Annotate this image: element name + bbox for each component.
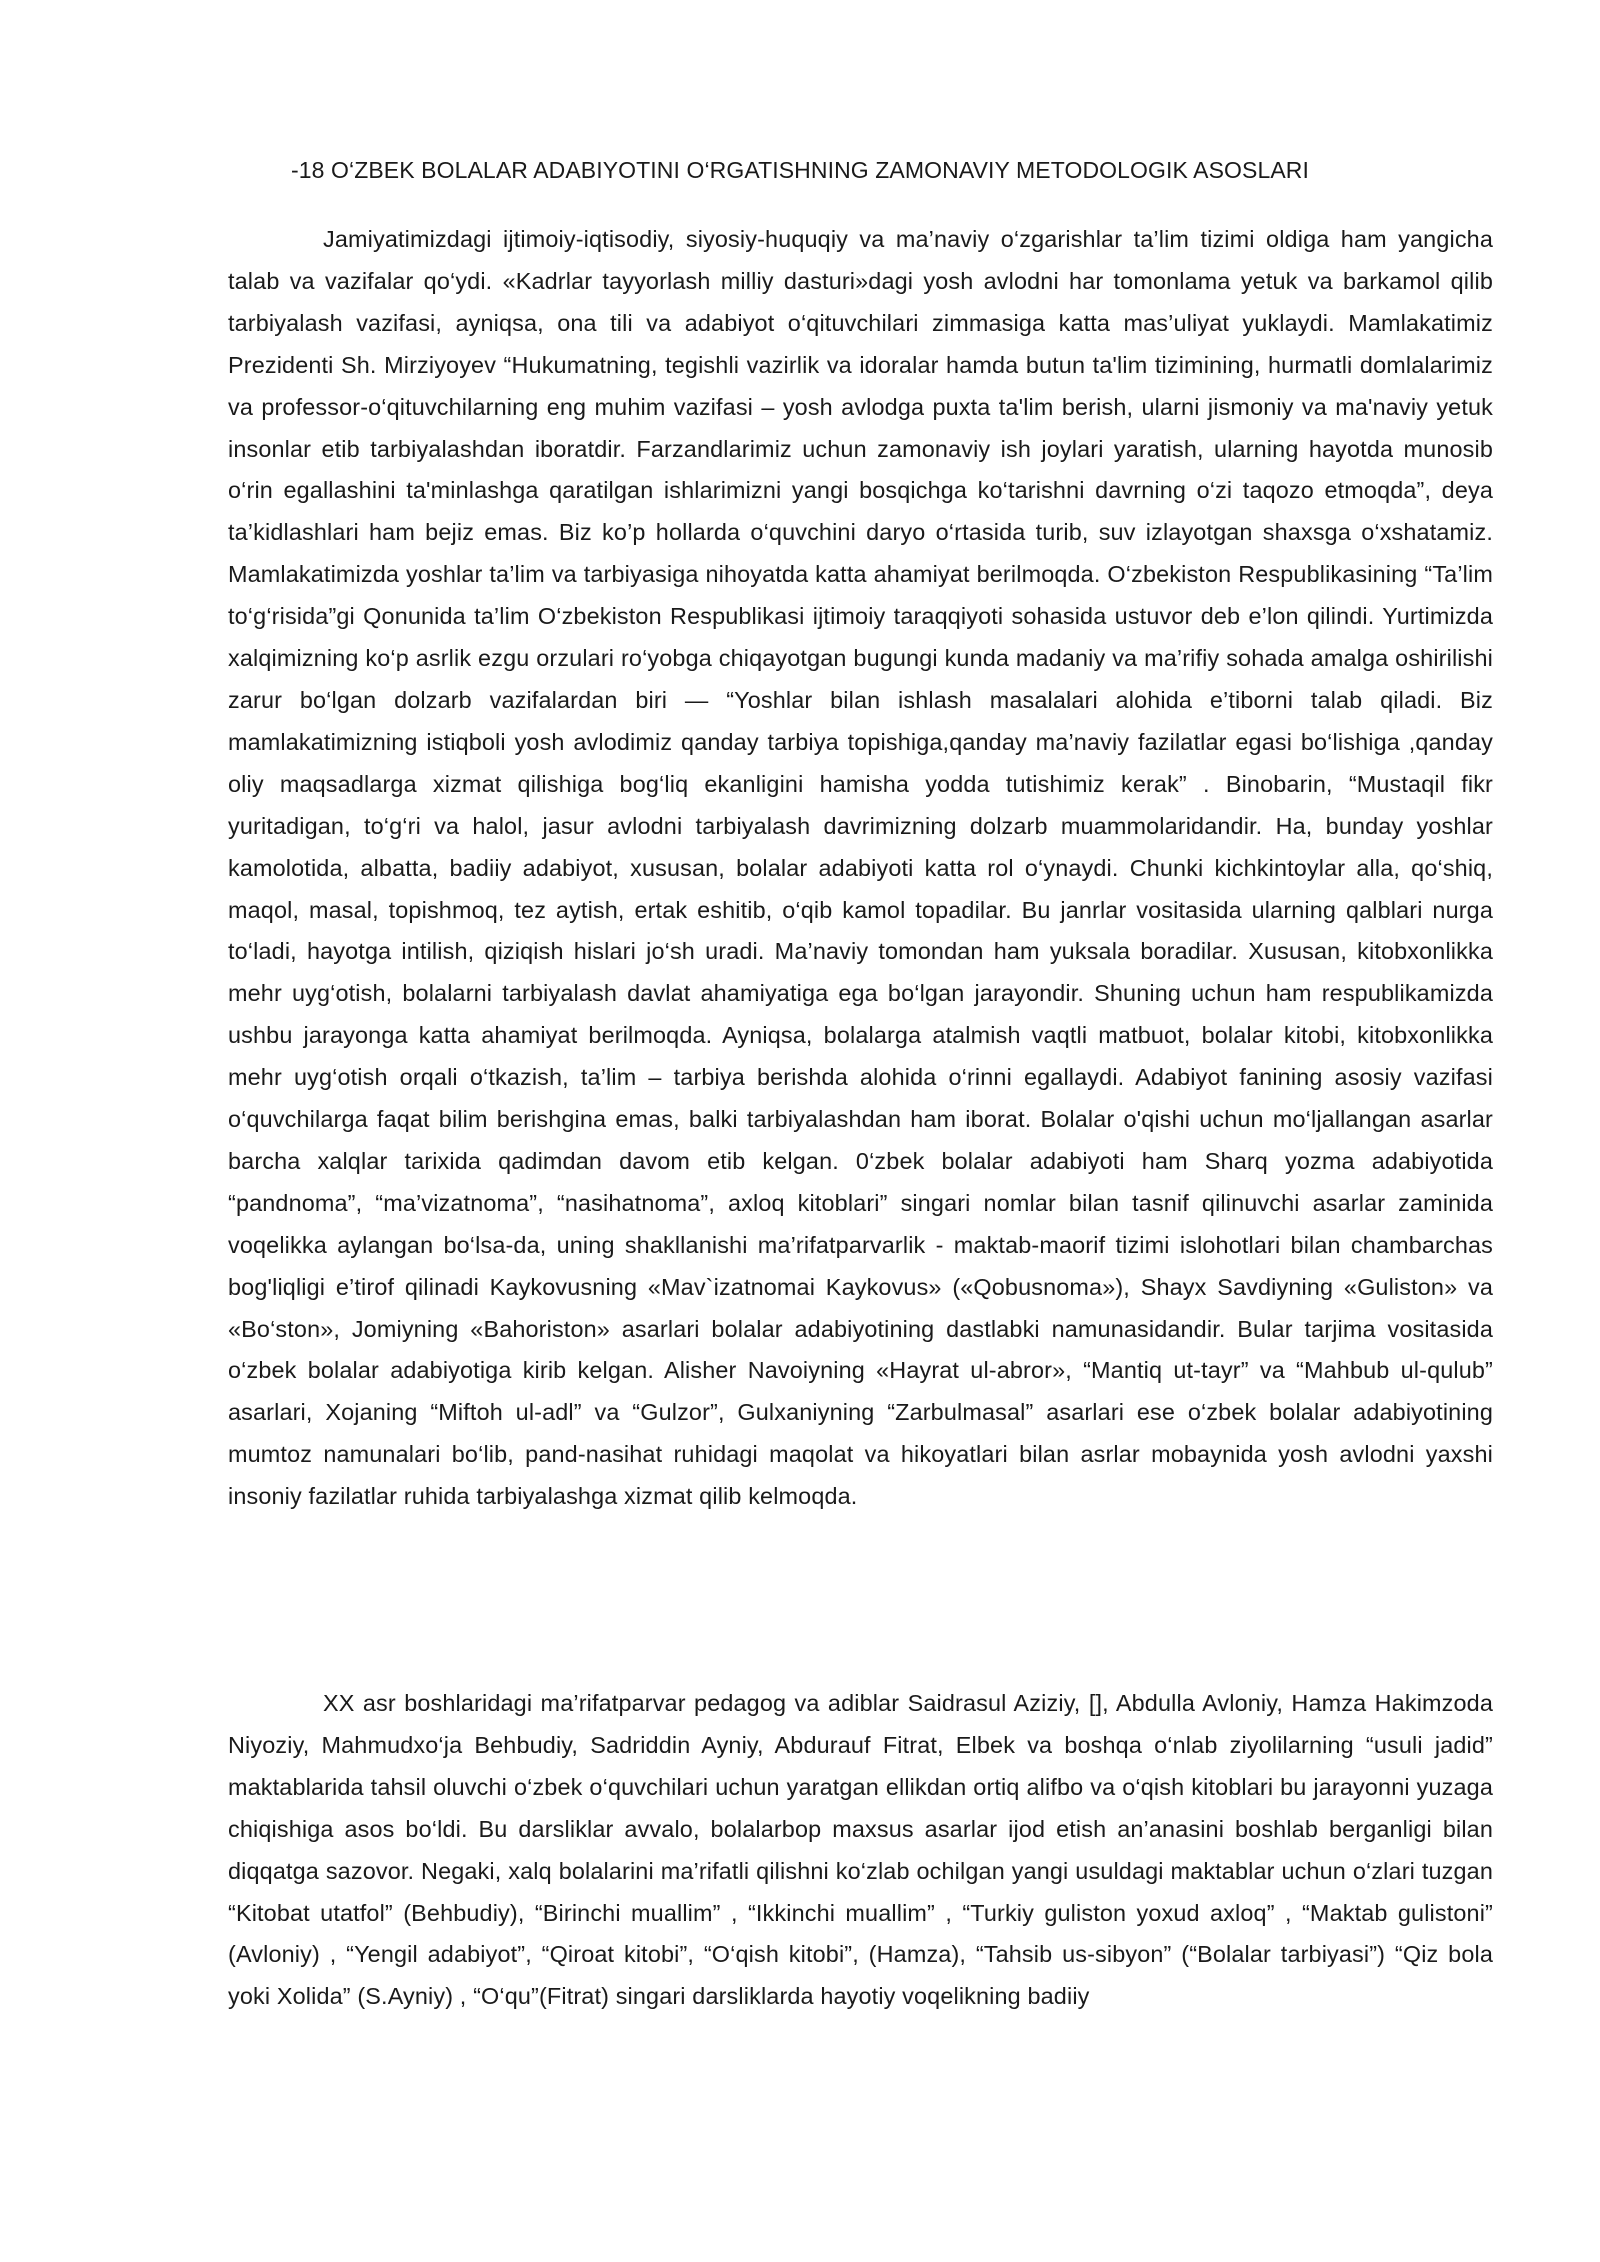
body-paragraph-block bbox=[228, 219, 1493, 1518]
body-paragraph-block bbox=[228, 1683, 1493, 2018]
body-paragraph: XX asr boshlaridagi ma’rifatparvar pedagog va adiblar Saidrasul Aziziy, [], Abdulla Avloniy, Hamza Hakimzoda Niyoziy, Mahmudxo‘ja Behbudiy, Sadriddin Ayniy, Abdurauf Fitrat, Elbek va boshqa o‘nlab ziyolilarning “usuli jadid” maktablarida tahsil oluvchi o‘zbek o‘quvchilari uchun yaratgan ellikdan ortiq alifbo va o‘qish kitoblari bu jarayonni yuzaga chiqishiga asos bo‘ldi. Bu darsliklar avvalo, bolalarbop maxsus asarlar ijod etish an’anasini boshlab berganligi bilan diqqatga sazovor. Negaki, xalq bolalarini ma’rifatli qilishni ko‘zlab ochilgan yangi usuldagi maktablar uchun o‘zlari tuzgan “Kitobat utatfol” (Behbudiy), “Birinchi muallim” , “Ikkinchi muallim” , “Turkiy guliston yoxud axloq” , “Maktab gulistoni” (Avloniy) , “Yengil adabiyot”, “Qiroat kitobi”, “O‘qish kitobi”, (Hamza), “Tahsib us-sibyon” (“Bolalar tarbiyasi”) “Qiz bola yoki Xolida” (S.Ayniy) , “O‘qu”(Fitrat) singari darsliklarda hayotiy voqelikning badiiy bbox=[228, 1690, 1493, 2010]
body-paragraph: Jamiyatimizdagi ijtimoiy-iqtisodiy, siyosiy-huquqiy va ma’naviy o‘zgarishlar ta’lim tizimi oldiga ham yangicha talab va vazifalar qo‘ydi. «Kadrlar tayyorlash milliy dasturi»dagi yosh avlodni har tomonlama yetuk va barkamol qilib tarbiyalash vazifasi, ayniqsa, ona tili va adabiyot o‘qituvchilari zimmasiga katta mas’uliyat yuklaydi. Mamlakatimiz Prezidenti Sh. Mirziyoyev “Hukumatning, tegishli vazirlik va idoralar hamda butun ta'lim tizimining, hurmatli domlalarimiz va professor-o‘qituvchilarning eng muhim vazifasi – yosh avlodga puxta ta'lim berish, ularni jismoniy va ma'naviy yetuk insonlar etib tarbiyalashdan iboratdir. Farzandlarimiz uchun zamonaviy ish joylari yaratish, ularning hayotda munosib o‘rin egallashini ta'minlashga qaratilgan ishlarimizni yangi bosqichga ko‘tarishni davrning o‘zi taqozo etmoqda”, deya ta’kidlashlari ham bejiz emas. Biz ko’p hollarda o‘quvchini daryo o‘rtasida turib, suv izlayotgan shaxsga o‘xshatamiz. Mamlakatimizda yoshlar ta’lim va tarbiyasiga nihoyatda katta ahamiyat berilmoqda. O‘zbekiston Respublikasining “Ta’lim to‘g‘risida”gi Qonunida ta’lim O‘zbekiston Respublikasi ijtimoiy taraqqiyoti sohasida ustuvor deb e’lon qilindi. Yurtimizda xalqimizning ko‘p asrlik ezgu orzulari ro‘yobga chiqayotgan bugungi kunda madaniy va ma’rifiy sohada amalga oshirilishi zarur bo‘lgan dolzarb vazifalardan biri — “Yoshlar bilan ishlash masalalari alohida e’tiborni talab qiladi. Biz mamlakatimizning istiqboli yosh avlodimiz qanday tarbiya topishiga,qanday ma’naviy fazilatlar egasi bo‘lishiga ,qanday oliy maqsadlarga xizmat qilishiga bog‘liq ekanligini hamisha yodda tutishimiz kerak” . Binobarin, “Mustaqil fikr yuritadigan, to‘g‘ri va halol, jasur avlodni tarbiyalash davrimizning dolzarb muammolaridandir. Ha, bunday yoshlar kamolotida, albatta, badiiy adabiyot, xususan, bolalar adabiyoti katta rol o‘ynaydi. Chunki kichkintoylar alla, qo‘shiq, maqol, masal, topishmoq, tez aytish, ertak eshitib, o‘qib kamol topadilar. Bu janrlar vositasida ularning qalblari nurga to‘ladi, hayotga intilish, qiziqish hislari jo‘sh uradi. Ma’naviy tomondan ham yuksala boradilar. Xususan, kitobxonlikka mehr uyg‘otish, bolalarni tarbiyalash davlat ahamiyatiga ega bo‘lgan jarayondir. Shuning uchun ham respublikamizda ushbu jarayonga katta ahamiyat berilmoqda. Ayniqsa, bolalarga atalmish vaqtli matbuot, bolalar kitobi, kitobxonlikka mehr uyg‘otish orqali o‘tkazish, ta’lim – tarbiya berishda alohida o‘rinni egallaydi. Adabiyot fanining asosiy vazifasi o‘quvchilarga faqat bilim berishgina emas, balki tarbiyalashdan ham iborat. Bolalar o'qishi uchun mo‘ljallangan asarlar barcha xalqlar tarixida qadimdan davom etib kelgan. 0‘zbek bolalar adabiyoti ham Sharq yozma adabiyotida “pandnoma”, “ma’vizatnoma”, “nasihatnoma”, axloq kitoblari” singari nomlar bilan tasnif qilinuvchi asarlar zaminida voqelikka aylangan bo‘lsa-da, uning shakllanishi ma’rifatparvarlik - maktab-maorif tizimi islohotlari bilan chambarchas bog'liqligi e’tirof qilinadi Kaykovusning «Mav`izatnomai Kaykovus» («Qobusnoma»), Shayx Savdiyning «Guliston» va «Bo‘ston», Jomiyning «Bahoriston» asarlari bolalar adabiyotining dastlabki namunasidandir. Bular tarjima vositasida o‘zbek bolalar adabiyotiga kirib kelgan. Alisher Navoiyning «Hayrat ul-abror», “Mantiq ut-tayr” va “Mahbub ul-qulub” asarlari, Xojaning “Miftoh ul-adl” va “Gulzor”, Gulxaniyning “Zarbulmasal” asarlari ese o‘zbek bolalar adabiyotining mumtoz namunalari bo‘lib, pand-nasihat ruhidagi maqolat va hikoyatlari bilan asrlar mobaynida yosh avlodni yaxshi insoniy fazilatlar ruhida tarbiyalashga xizmat qilib kelmoqda. bbox=[228, 226, 1493, 1510]
document-title: -18 O‘ZBEK BOLALAR ADABIYOTINI O‘RGATISHNING ZAMONAVIY METODOLOGIK ASOSLARI bbox=[290, 157, 1310, 183]
